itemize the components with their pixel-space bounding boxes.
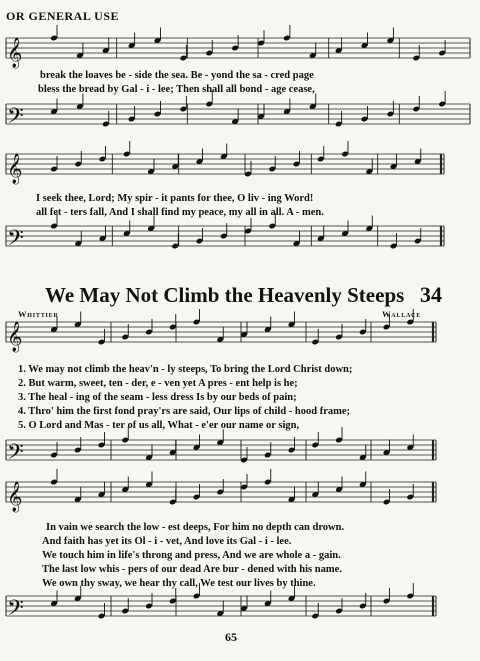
- verse-line: 1. We may not climb the heav'n - ly steeps, To bring the Lord Christ down;: [18, 364, 353, 375]
- page-number: 65: [225, 630, 237, 644]
- author-name: Whittier: [18, 309, 59, 319]
- hymn-number: 34: [420, 282, 442, 307]
- clef-icon: 𝄞: [7, 38, 23, 68]
- clef-icon: 𝄞: [7, 154, 23, 184]
- clef-icon: 𝄢: [7, 226, 24, 256]
- verse-line: We own thy sway, we hear thy call, We test our lives by thine.: [42, 578, 316, 589]
- page-header: OR GENERAL USE: [6, 9, 120, 23]
- hymn-title: We May Not Climb the Heavenly Steeps: [45, 283, 405, 307]
- lyric-line: all fet - ters fall, And I shall find my peace, my all in all. A - men.: [36, 207, 324, 218]
- verse-line: 2. But warm, sweet, ten - der, e - ven yet A pres - ent help is he;: [18, 378, 298, 389]
- composer-name: Wallace: [382, 309, 422, 319]
- verse-line: And faith has yet its Ol - i - vet, And love its Gal - i - lee.: [42, 536, 292, 547]
- verse-line: 5. O Lord and Mas - ter of us all, What - e'er our name or sign,: [18, 420, 300, 431]
- lyric-line: bless the bread by Gal - i - lee; Then shall all bond - age cease,: [38, 84, 315, 95]
- clef-icon: 𝄞: [7, 322, 23, 352]
- clef-icon: 𝄢: [7, 596, 24, 626]
- lyric-line: I seek thee, Lord; My spir - it pants for thee, O liv - ing Word!: [36, 193, 314, 204]
- verse-line: 4. Thro' him the first fond pray'rs are said, Our lips of child - hood frame;: [18, 406, 351, 417]
- clef-icon: 𝄢: [7, 104, 24, 134]
- verse-line: We touch him in life's throng and press, And we are whole a - gain.: [42, 550, 341, 561]
- lyric-line: break the loaves be - side the sea. Be - yond the sa - cred page: [40, 70, 314, 81]
- verse-line: 3. The heal - ing of the seam - less dress Is by our beds of pain;: [18, 392, 297, 403]
- verse-line: The last low whis - pers of our dead Are bur - dened with his name.: [42, 564, 342, 575]
- clef-icon: 𝄞: [7, 482, 23, 512]
- verse-line: In vain we search the low - est deeps, For him no depth can drown.: [46, 522, 345, 533]
- clef-icon: 𝄢: [7, 440, 24, 470]
